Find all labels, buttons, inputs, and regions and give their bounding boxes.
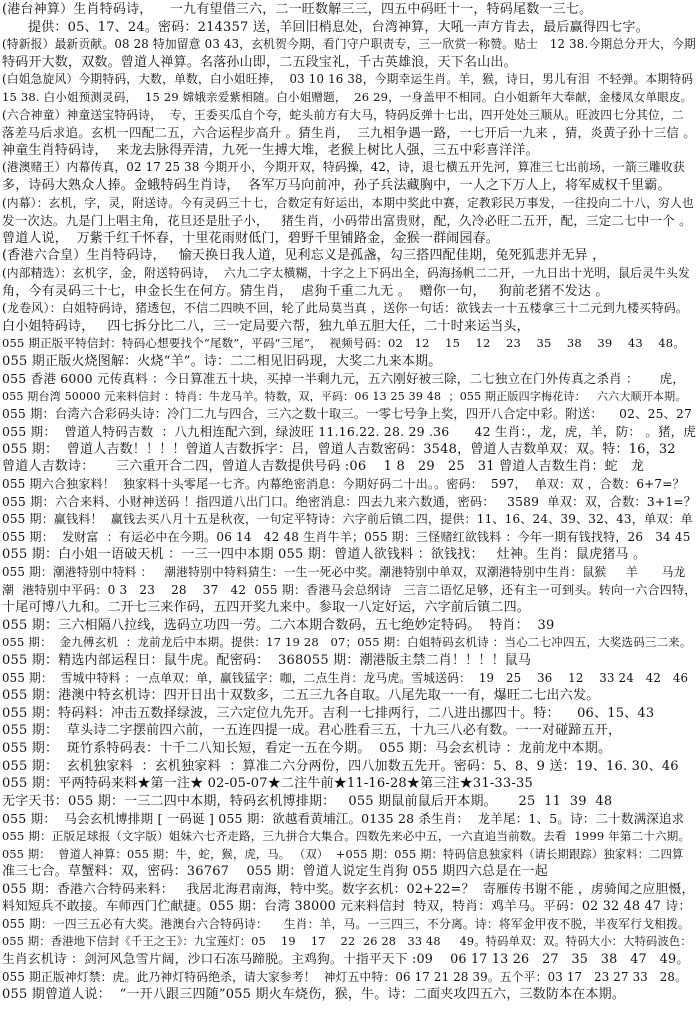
text-line: 料知短兵不敢接。车师西门伫献捷。055 期：台湾 38000 元来料信封 特双，特肖：鸡羊马。平码：02 32 48 47 诗： [2, 899, 692, 915]
text-line: 准三七合。草蟹料：双，密码：36767 055 期：曾道人说定生肖狗 055 期四六总是在一起 [2, 864, 548, 880]
text-line: 特码开大数，双数。曾道人禅算。名落孙山即，二五段宝礼，千古英雄浪，天下名山出。 [2, 54, 517, 70]
text-line: 潮 港特别中平码：0 3 23 28 37 42 055 期：香港马会总纲诗 三言二语忆足够，还有主一可到头。转向一六合四特， [2, 582, 696, 597]
text-line: 角，今有灵码三十七，申金长生在何方。猜生肖， 虐狗千重二九无 。 赠你一句， 狗前老猪不发达 。 [2, 283, 609, 299]
text-line: 055 期： 马会玄机博排期 [ 一码诞 ] 055 期：欲越看黄埔江。0135 28 杀生肖： 龙羊尾：1、5。诗：二十数满深追求 [2, 811, 685, 827]
text-line: (白姐急旋风）今期特码，大数，单数，白小姐旺捧， 03 10 16 38，今期幸运生肖。羊，猴，诗日，男儿有泪 不轻弹。本期特码 [2, 72, 694, 87]
text-line: (港台神算）生肖特码诗， 一九有望借三六，二一旺数解三三，四五中码旺十一，特码尾数一三七。 [2, 2, 593, 17]
text-line: (内幕）：玄机，字，灵，附送诗。今有灵码三十七，合数定有好运出，本期中奖此中赛，定教彩民万事发，一往投向二十八，穷人也 [2, 195, 695, 210]
text-line: 055 期： 雪城中特料 ：一点单双：单，赢钱猛字：咖，二点生肖：龙马虎。雪城送码： 19 25 36 12 33 24 42 46 [2, 670, 689, 685]
text-line: 055 期：精选内部运程日：鼠牛虎。配密码： 368055 期：潮港版主禁二肖！！！！鼠马 [2, 652, 532, 668]
text-line: 无字天书：055 期：一三二四中本期，特码玄机博排期： 055 期鼠前鼠后开本期。 25 11 39 48 [2, 793, 613, 809]
text-line: 多，诗码大熟众人捧。金蛾特码生肖诗， 各军万马向前冲，孙子兵法藏胸中，一人之下万人上，将军威权千里霸。 [2, 177, 671, 193]
text-line: 神童生肖特码诗， 来龙去脉得弄清，九死一生搏大堆，老猴上树比人强，三五中彩喜洋洋。 [2, 142, 539, 158]
text-line: 055 香港 6000 元传真料 ：今日算准五十块，买掉一半剩九元，五六刚好被三除，二七独立在门外传真之杀肖 ： 虎， [2, 371, 686, 387]
text-line: 曾道人说， 万紫千红千怀春，十里花雨财低门，碧野千里铺路金，金猴一群闹园春。 [2, 230, 500, 246]
text-line: 055 期：正版足球报（文字版）姐妹六七齐走路，三九拼合大集合。四数先来必中五，一六直追当前数。去看 1999 年第二十六期。 [2, 828, 691, 843]
text-line: 055 期曾道人说： “一开八跟三四随”055 期火车烧伤，猴，牛。诗：二面夹攻四五六，三数防本在本期。 [2, 987, 626, 1003]
text-line: 055 期：台湾六合彩码头诗：冷门二九与四合，三六之数十取三。一零七号争上奖，四开八合定中彩。附送： 02、25、27 [2, 406, 693, 421]
text-line: 055 期： 玄机独家料 ：玄机独家料 ：算准二六分两份，四八加数五先开。密码：5、8、9 送：19、16. 30、46 [2, 758, 679, 774]
text-line: 055 期：三六相隔八拉线，选码立功四一劳。二六本期合数码，五七绝妙定特码。 特肖： 39 [2, 617, 555, 633]
text-line: 055 期： 金九傅玄机 ：龙前龙后中本期。提供：17 19 28 07；055 期：白姐特码玄机诗 ：当心二七冲四五，大奖选码三二来。 [2, 635, 692, 650]
text-line: 055 期： 曾道人神算：055 期：牛，蛇，猴，虎，马。 （双） +055 期：055 期：特码信息独家料（请长期跟踪）独家料：二四算 [2, 847, 684, 861]
text-line: 055 期：平两特码来料★第一注★ 02-05-07★二注牛前★11-16-28★第三注★31-33-35 [2, 776, 533, 792]
text-line: 055 期：特码料：冲击五数择绿波，三六定位九先开。吉利一七排两行，二八进出挪四十。特： 06、15、43 [2, 705, 655, 721]
text-line: (六合神童）神童送宝特码诗， 专，王委买瓜自个夸，蛇头前方有大马，特码反弹十七出，四开处处三顺从。旺波四七分其位，二 [2, 107, 684, 122]
text-line: (港澳赌王）内幕传真，02 17 25 38 今期开小，今期开双，特码操，42，诗，退七横五开先河，算准三七出前场，一箭三雕收获 [2, 160, 685, 175]
text-line: 十尾可博八九和。二开七三来作码，五四开奖九来中。参取一八定好运，六字前后镇二四。 [2, 600, 531, 616]
text-line: 055 期： 曾道人特码吉数 ：八九相连配六到，绿波旺 11.16.22. 28. 29 .36 42 生肖：，龙，虎，羊，防： 。猪，虎 [2, 424, 696, 440]
text-line: (特新报）最新贡献。08 28 特加留意 03 43，玄机贺今期，看门守户职责专，三一欣赏一称赞。贴士 12 38.今期总分开大，今期 [2, 37, 696, 52]
text-line: (内部精选）：玄机字，金，附送特码诗， 六九二字太横糊，十字之上下码出全，码海扬帆二二开，一九日出十光明，鼠后灵牛头发 [2, 265, 690, 280]
text-line: 055 期： 斑竹系特码表：十千二八知长短，看定一五在今期。 055 期：马会玄机诗 ：龙前龙中本期。 [2, 740, 612, 756]
text-line: 055 期台湾 50000 元来料信封 ：特肖：牛龙马羊。特数，双，平码：06 13 25 39 48 ；055 期正版四字梅花诗： 六六大顺开本期。 [2, 390, 687, 404]
text-line: 发一次达。九是门上唱主角，花旦还是肚子小， 猪生肖，小码带出富贵财，配，久冷必旺二五开，配，三定二七中一个 。 [2, 213, 692, 229]
text-line: 落差马后求追。玄机一四配二五，六合运程步高升 。猜生肖， 三九相争遇一路，一七开后一九来 ，猜，炎黄子孙十三信 。 [2, 125, 696, 141]
text-line: 055 期：香港地下信封《千王之王》：九宝莲灯：05 19 17 22 26 28 33 48 49。特码单双：双。特码大小：大特码波色： [2, 935, 692, 949]
text-line: 生肖玄机诗 ：剑河风急雪片阔，沙口石冻马蹄脱。主鸡狗。十指平天下 :09 06 17 13 26 27 35 38 47 49。 [2, 952, 690, 968]
text-line: 曾道人吉数诗： 三六重开合二四，曾道人吉数提供号码 :06 1 8 29 25 31 曾道人吉数生肖：蛇 龙 [2, 459, 645, 475]
text-line: (龙卷风）：白姐特码诗，猪透包，不信二四映不回，轮了此局莫当真 ，送你一句话：欲钱去一十五楼拿三十二元到九楼买特码。 [2, 301, 689, 316]
text-line: 055 期正版火烧图解：火烧“羊”。诗：二二相见旧码现，大奖二九来本期。 [2, 353, 442, 369]
text-line: 055 期六合独家料！ 独家料十头零尾一七齐。内幕绝密消息：今期好码二十出。。密码： 597， 单双：双 ，合数：6+7=？ [2, 477, 685, 492]
text-line: 白小姐特码诗， 四七拆分比二八，三一定局要六帮，独九单五胆大任，二十时来运当头， [2, 318, 530, 334]
text-line: 055 期：港澳中特玄机诗：四开日出十双数多，二五三九各自取。八尾先取一一有，爆旺二七出六发。 [2, 688, 600, 704]
text-line: 055 期： 草头诗二字摆前四六前，一五连四提一成。君心胜看三五，十九三八必有数。一一对碰蹄五开， [2, 723, 622, 739]
text-line: 055 期：六合来料、小财神送码 ！指四道八出门口。绝密消息：四去九来六数通，密码： 3589 单双：双，合数：3+1=？ [2, 494, 696, 509]
text-line: 055 期：香港六合特码来料： 我居北海君南海，特中奖。数字玄机：02+22=？ 寄雁传书谢不能 ，虏骑闻之应胆慑， [2, 881, 695, 897]
text-line: 055 期：白小姐一语破天机 ：一三一四中本期 055 期：曾道人欲钱料 ：欲钱找： 灶神。生肖：鼠虎猪马 。 [2, 547, 647, 563]
text-line: 055 期： 曾道人吉数！！！！曾道人吉数拆字：吕，曾道人吉数密码：3548，曾道人吉数单双：双。特：16，32 [2, 441, 676, 457]
text-line: 055 期： 发财富 ：有运必中在今期。06 14 42 48 生肖牛羊；055 期：三怪赌红欲钱料 ：今年一期有钱找特，26 34 45 [2, 529, 691, 544]
text-line: 055 期正版平特信封：特码心想要找个“尾数”，平码“三尾”， 视频号码：02 12 15 12 23 35 38 39 43 48。 [2, 336, 686, 351]
text-line: (香港六合皇）生肖特码诗， 愉天换日我人道，见利忘义是孤盏，勾三搭四配佳期，兔死狐悲并无异 ， [2, 248, 606, 264]
text-line: 055 期：一四三五必有大奖。港澳台六合特码诗： 生肖：羊，马。一三四三，不分离。诗：将军金甲夜不脱，半夜军行戈相拨。 [2, 916, 691, 931]
text-line: 055 期：赢钱料！ 赢钱去买八月十五是秋夜，一句定平特诗：六字前后镇二四，提供：11、16、24、39、32、43，单双：单 [2, 512, 693, 527]
text-line: 055 期：潮港特别中特料 ： 潮港特别中特料猜生：一生一死必中奖。潮港特别中单双，双潮港特别中生肖：鼠猴 羊 马龙 [2, 565, 686, 579]
text-line: 15 38. 白小姐预测灵码， 15 29 嫦娥亲爱紫相随。白小姐赠题， 26 29，一身盖甲不相同。白小姐新年大奉献，金楼凤女单眼皮。 [2, 89, 693, 104]
text-line: 055 期正版神灯禁：虎。此乃神灯特码绝杀，请大家参考！ 神灯五中特：06 17 21 28 39。五个平：03 17 23 27 33 28。 [2, 969, 688, 984]
text-line: 提供：05、17、24。密码：214357 送，羊回旧梢息处，台湾神算，大吼一声方肯去，最后赢得四七字。 [2, 19, 649, 35]
